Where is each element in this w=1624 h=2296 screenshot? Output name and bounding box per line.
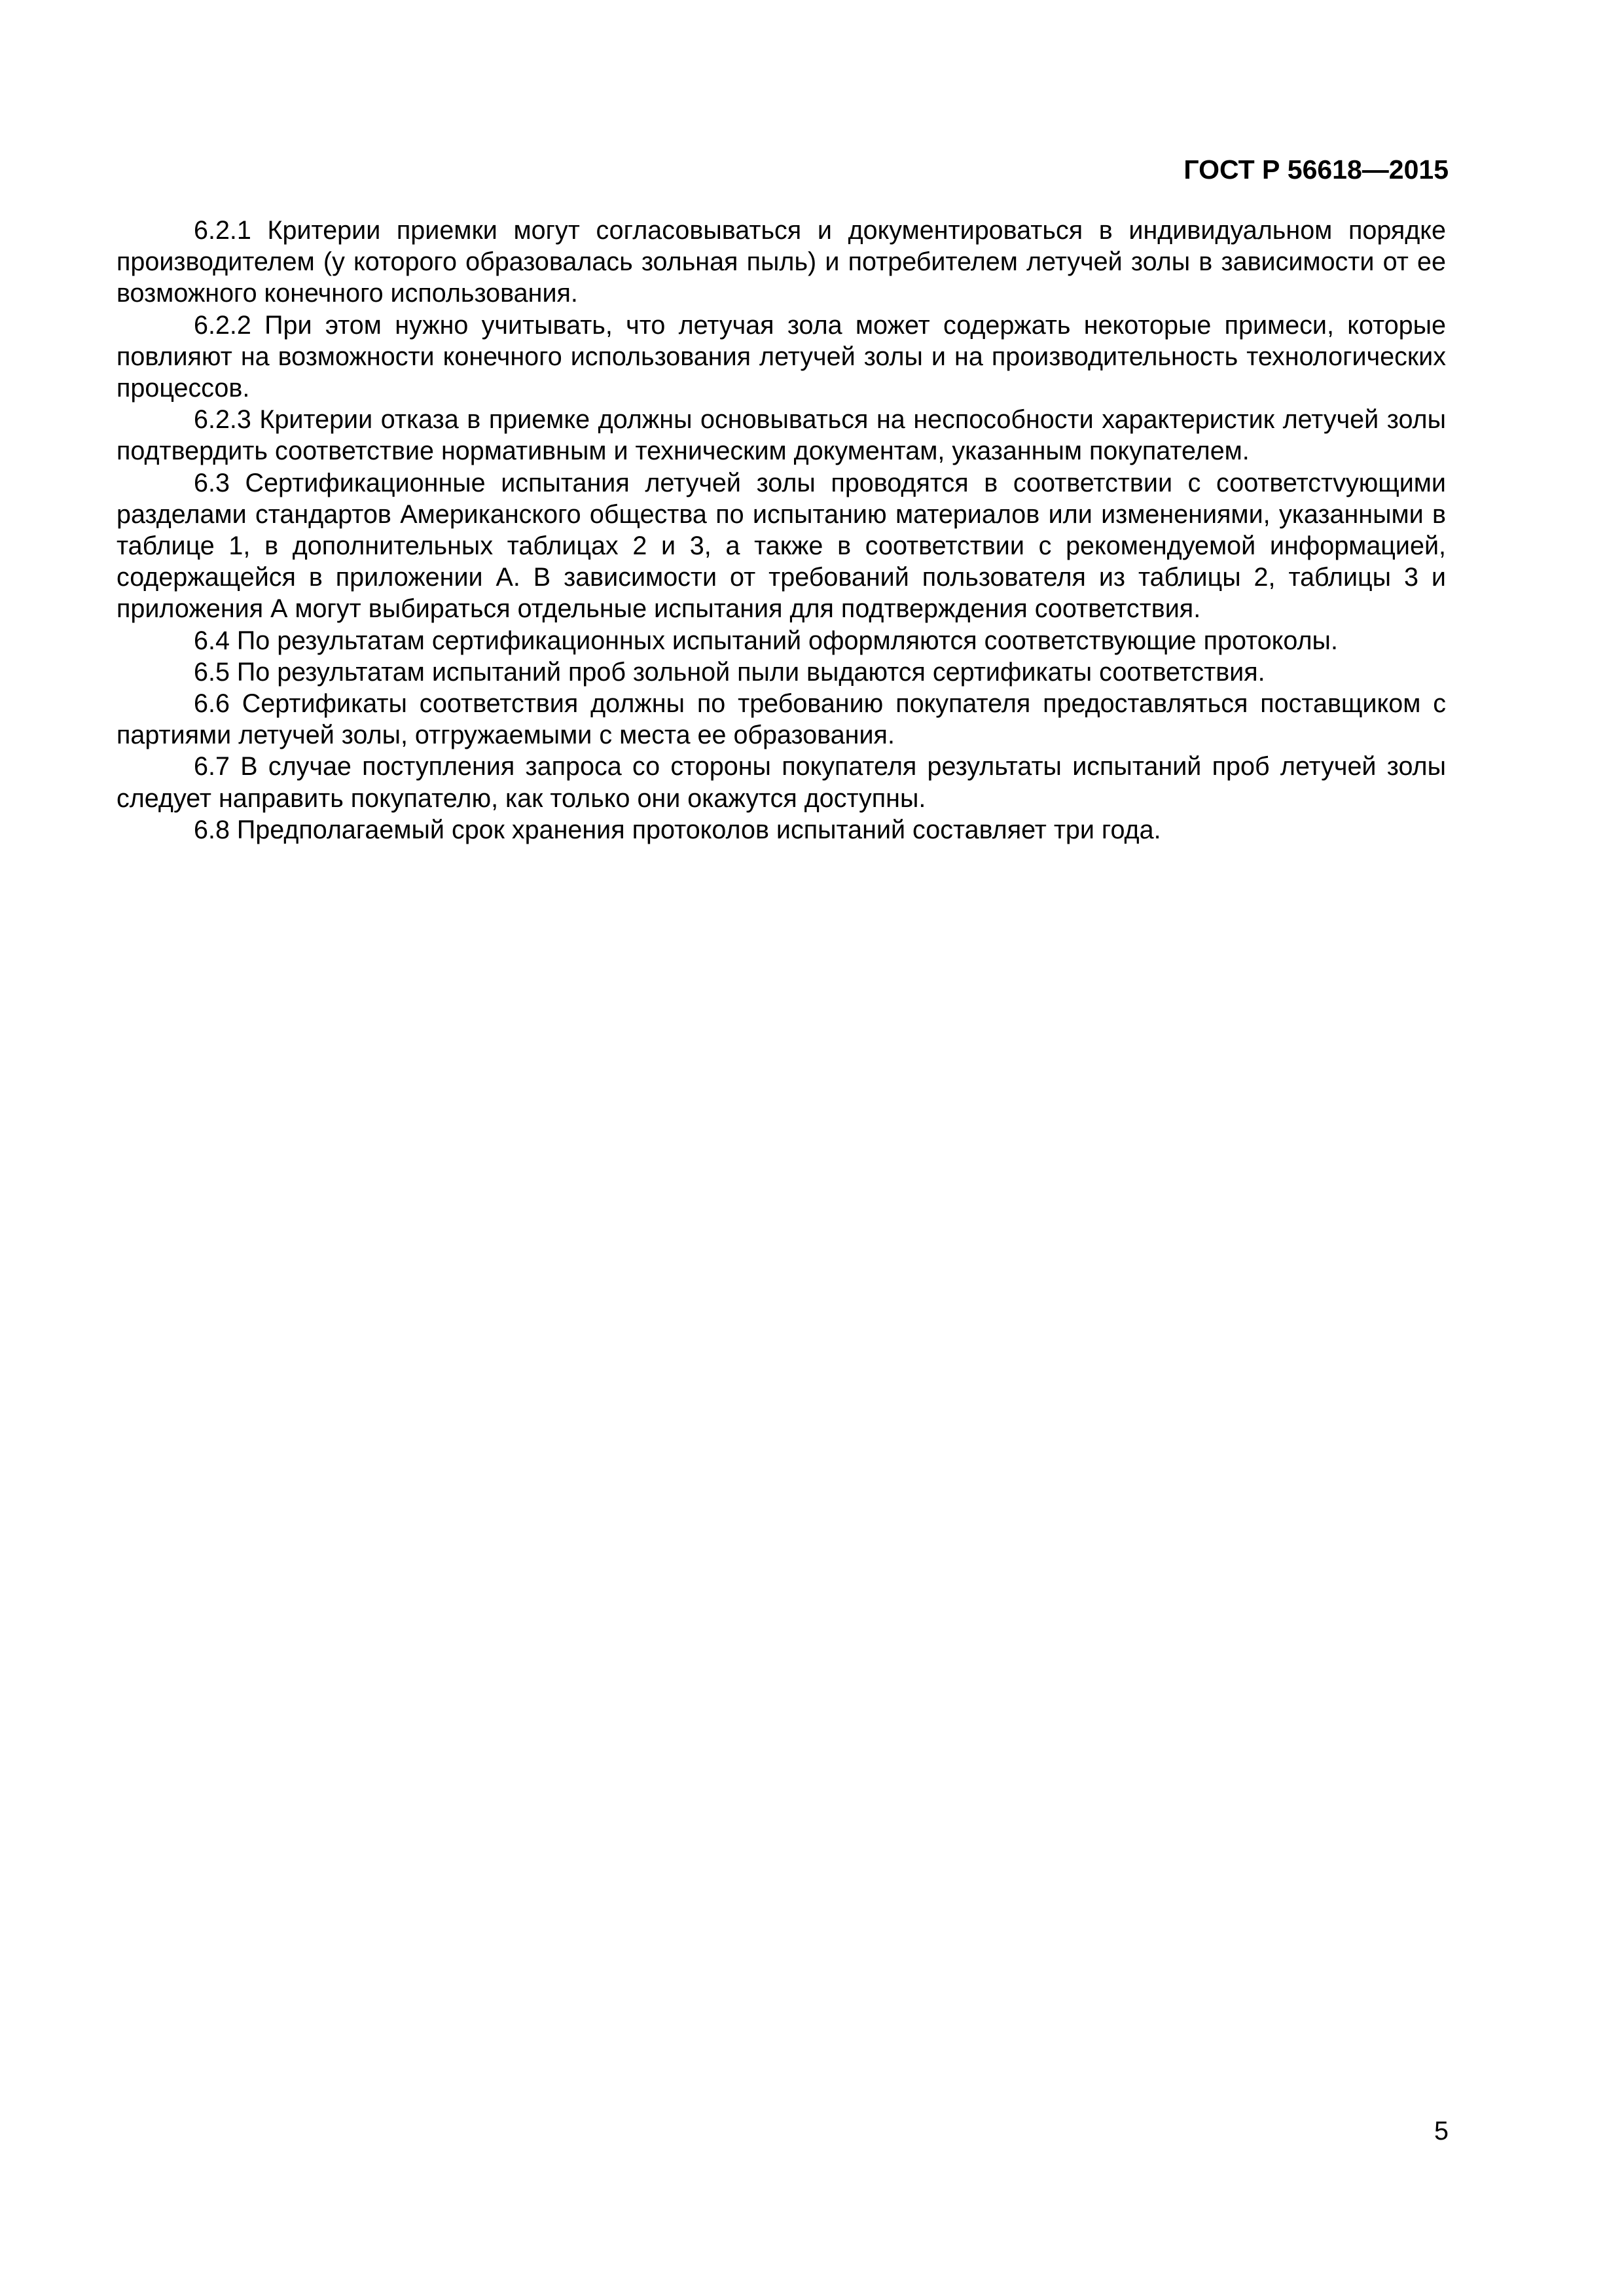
- page-number: 5: [1434, 2117, 1449, 2145]
- paragraph-6-6: 6.6 Сертификаты соответствия должны по требованию покупателя предоставляться поставщиком с партиями летучей золы, отгружаемыми с места ее образования.: [117, 689, 1446, 750]
- paragraph-6-2-2: 6.2.2 При этом нужно учитывать, что летучая зола может содержать некоторые примеси, которые повлияют на возможности конечного использования летучей золы и на производительность технологических процессов.: [117, 310, 1446, 403]
- paragraph-6-3: 6.3 Сертификационные испытания летучей золы проводятся в соответствии с соответстvующими разделами стандартов Американского общества по испытанию материалов или изменениями, указанными в таблице 1, в дополнительных таблицах 2 и 3, а также в соответствии с рекомендуемой информацией, содержащейся в приложении А. В зависимости от требований пользователя из таблицы 2, таблицы 3 и приложения А могут выбираться отдельные испытания для подтверждения соответствия.: [117, 468, 1446, 624]
- paragraph-6-5: 6.5 По результатам испытаний проб зольной пыли выдаются сертификаты соответствия.: [194, 657, 1265, 687]
- paragraph-6-4: 6.4 По результатам сертификационных испытаний оформляются соответствующие протоколы.: [194, 626, 1338, 655]
- paragraph-6-8: 6.8 Предполагаемый срок хранения протоколов испытаний составляет три года.: [194, 815, 1161, 844]
- document-header-id: ГОСТ Р 56618—2015: [1183, 154, 1449, 185]
- paragraph-6-2-1: 6.2.1 Критерии приемки могут согласовываться и документироваться в индивидуальном порядке производителем (у которого образовалась зольная пыль) и потребителем летучей золы в зависимости от ее возможного конечного использования.: [117, 216, 1446, 308]
- paragraph-6-7: 6.7 В случае поступления запроса со стороны покупателя результаты испытаний проб летучей золы следует направить покупателю, как только они окажутся доступны.: [117, 752, 1446, 813]
- paragraph-6-2-3: 6.2.3 Критерии отказа в приемке должны основываться на неспособности характеристик летучей золы подтвердить соответствие нормативным и техническим документам, указанным покупателем.: [117, 405, 1446, 466]
- document-body: [117, 215, 1446, 846]
